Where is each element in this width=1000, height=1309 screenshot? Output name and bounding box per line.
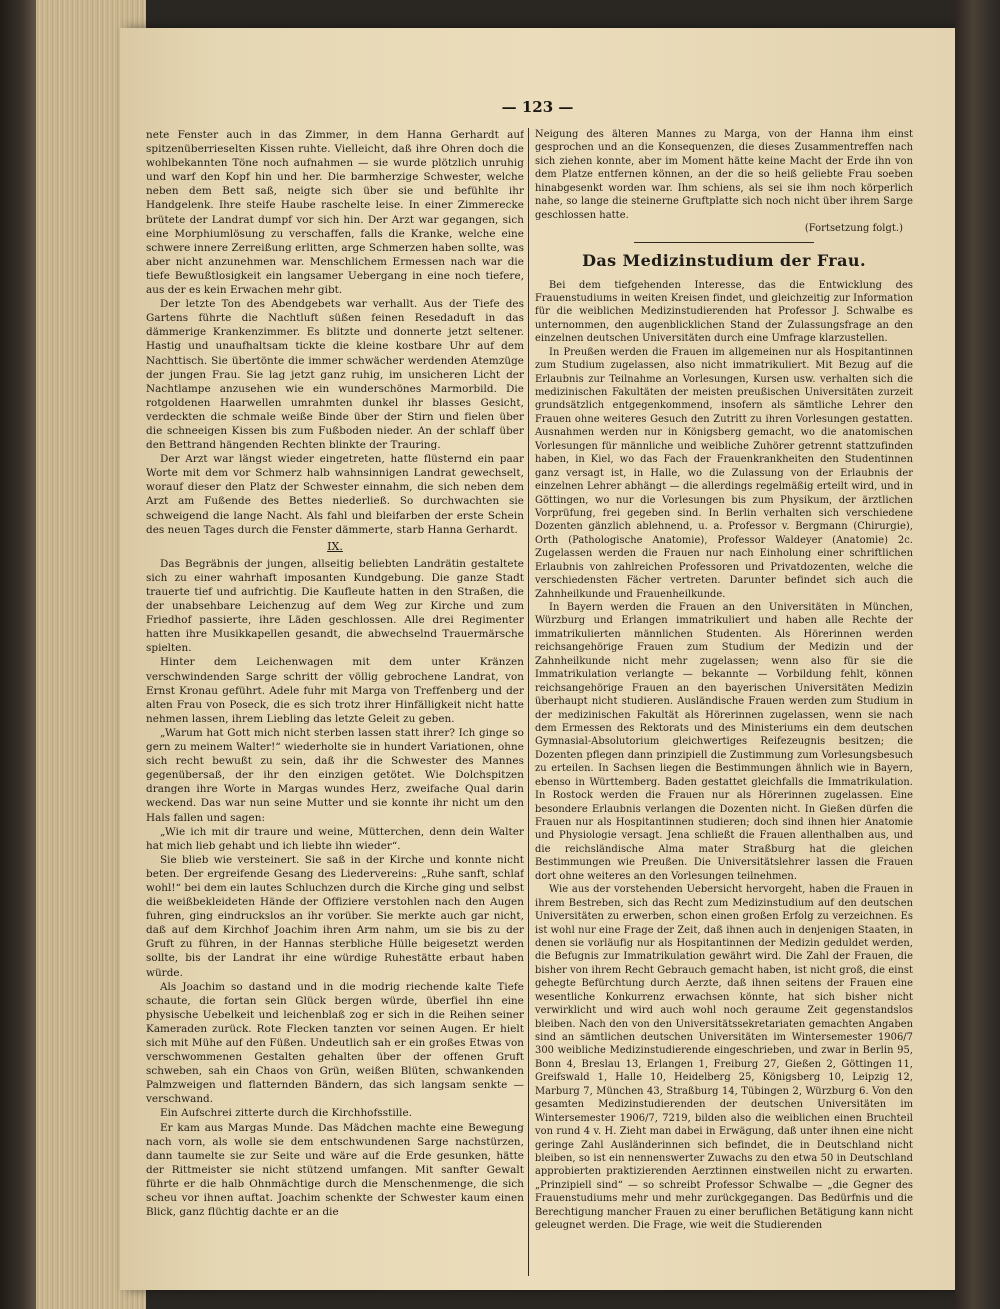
continuation-note: (Fortsetzung folgt.) [804, 223, 903, 235]
paragraph: Als Joachim so dastand und in die modrig riechende kalte Tiefe schaute, die fortan sein Glück bergen würde, überfiel ihn eine physische Uebelkeit und leichenblaß zog er sich in die Reihen seiner Kameraden zurück. Rote Flecken tanzten vor seinen Augen. Er hielt sich mit Mühe auf den Füßen. Undeutlich sah er ein großes Etwas von verschwommenen Gestalten gehalten über der offenen Gruft schweben, sah ein Chaos von Grün, weißen Blüten, schwankenden Palmzweigen und flatternden Bändern, das sich langsam senkte — verschwand. [146, 980, 524, 1106]
paragraph: nete Fenster auch in das Zimmer, in dem Hanna Gerhardt auf spitzenüberrieselten Kissen ruhte. Vielleicht, daß ihre Ohren doch die wohlbekannten Töne noch aufnahmen — sie wurde plötzlich unruhig und warf den Kopf hin und her. Die barmherzige Schwester, welche neben dem Bett saß, neigte sich über sie und befühlte ihr Handgelenk. Ihre steife Haube raschelte leise. In einer Zimmerecke brütete der Landrat dumpf vor sich hin. Der Arzt war gegangen, sich eine Morphiumlösung zu verschaffen, falls die Kranke, welche eine schwere innere Zerreißung erlitten, arge Schmerzen haben sollte, was aber nicht anzunehmen war. Menschlichem Ermessen nach war die tiefe Bewußtlosigkeit ein langsamer Uebergang in eine noch tiefere, aus der es kein Erwachen mehr gibt. [146, 129, 524, 297]
paragraph: Der letzte Ton des Abendgebets war verhallt. Aus der Tiefe des Gartens führte die Nachtluft süßen feinen Resedaduft in das dämmerige Krankenzimmer. Es blitzte und donnerte jetzt seltener. Hastig und unaufhaltsam tickte die kleine kostbare Uhr auf dem Nachttisch. Sie übertönte die immer schwächer werdenden Atemzüge der jungen Frau. Sie lag jetzt ganz ruhig, im unsicheren Licht der Nachtlampe anzusehen wie ein wunderschönes Marmorbild. Die rotgoldenen Haarwellen umrahmten dunkel ihr blasses Gesicht, verdeckten die schmale weiße Binde über der Stirn und fielen über die schneeigen Kissen bis zum Fußboden nieder. An der schlaff über den Bettrand hängenden Rechten blinkte der Trauring. [146, 298, 524, 452]
right-shadow-edge [955, 0, 1000, 1309]
book-page [120, 28, 955, 1290]
right-column [535, 128, 913, 1233]
paragraph: In Preußen werden die Frauen im allgemeinen nur als Hospitantinnen zum Studium zugelassen, also nicht immatrikuliert. Mit Bezug auf die Erlaubnis zur Teilnahme an Vorlesungen, Kursen usw. verhalten sich die medizinischen Fakultäten der meisten preußischen Universitäten zurzeit grundsätzlich entgegenkommend, insofern als sämtliche Lehrer den Frauen ohne weiteres Gesuch den Zutritt zu ihren Vorlesungen gestatten. Ausnahmen werden nur in Königsberg gemacht, wo die anatomischen Vorlesungen für männliche und weibliche Zuhörer getrennt stattzufinden haben, in Kiel, wo das Fach der Frauenkrankheiten den Studentinnen ganz versagt ist, in Halle, wo die Zulassung von der Erlaubnis der einzelnen Lehrer abhängt — die allerdings regelmäßig erteilt wird, und in Göttingen, wo nur die Vorlesungen bis zum Physikum, der ärztlichen Vorprüfung, frei gegeben sind. In Berlin verhalten sich verschiedene Dozenten gänzlich ablehnend, u. a. Professor v. Bergmann (Chirurgie), Orth (Pathologische Anatomie), Professor Waldeyer (Anatomie) 2c. Zugelassen werden die Frauen nur nach Einholung einer schriftlichen Erlaubnis von zahlreichen Professoren und Privatdozenten, welche die verschiedensten Fächer vertreten. Darunter befindet sich auch die Zahnheilkunde und Frauenheilkunde. [535, 346, 913, 600]
paragraph: Das Begräbnis der jungen, allseitig beliebten Landrätin gestaltete sich zu einer wahrhaft imposanten Kundgebung. Die ganze Stadt trauerte tief und aufrichtig. Die Kaufleute hatten in den Straßen, die der unabsehbare Leichenzug auf dem Weg zur Kirche und zum Friedhof passierte, ihre Läden geschlossen. Alle drei Regimenter hatten ihre Musikkapellen gesandt, die abwechselnd Trauermärsche spielten. [146, 557, 524, 655]
paragraph: Ein Aufschrei zitterte durch die Kirchhofsstille. [160, 1107, 413, 1120]
column-divider [528, 128, 529, 1276]
paragraph: Der Arzt war längst wieder eingetreten, hatte flüsternd ein paar Worte mit dem vor Schmerz halb wahnsinnigen Landrat gewechselt, worauf dieser den Platz der Schwester einnahm, die sich neben dem Arzt am Fußende des Bettes niederließ. So durchwachten sie schweigend die lange Nacht. Als fahl und bleifarben der erste Schein des neuen Tages durch die Fenster dämmerte, starb Hanna Gerhardt. [146, 453, 524, 536]
paragraph: Bei dem tiefgehenden Interesse, das die Entwicklung des Frauenstudiums in weiten Kreisen findet, und gleichzeitig zur Information für die weiblichen Medizinstudierenden hat Professor J. Schwalbe es unternommen, den augenblicklichen Stand der Zulassungsfrage an den einzelnen deutschen Universitäten durch eine Umfrage klarzustellen. [535, 279, 913, 345]
page-number: — 123 — [501, 98, 574, 116]
paragraph: Sie blieb wie versteinert. Sie saß in der Kirche und konnte nicht beten. Der ergreifende Gesang des Liedervereins: „Ruhe sanft, schlaf wohl!“ bei dem ein lautes Schluchzen durch die Kirche ging und selbst die weißbekleideten Hände der Offiziere verstohlen nach den Augen fuhren, ging eindruckslos an ihr vorüber. Sie merkte auch gar nicht, daß auf dem Kirchhof Joachim ihren Arm nahm, um sie bis zu der Gruft zu führen, in der Hannas sterbliche Hülle beigesetzt werden sollte, bis der Landrat ihr eine würdige Ruhestätte erbaut haben würde. [146, 853, 524, 979]
paragraph: „Wie ich mit dir traure und weine, Mütterchen, denn dein Walter hat mich lieb gehabt und ich liebte ihn wieder“. [146, 825, 524, 852]
article-title: Das Medizinstudium der Frau. [582, 250, 866, 270]
book-binding [0, 0, 40, 1309]
chapter-heading: IX. [327, 539, 343, 553]
paragraph: Neigung des älteren Mannes zu Marga, von der Hanna ihm einst gesprochen und an die Konsequenzen, die dieses Zusammentreffen nach sich ziehen konnte, aber im Moment hätte keine Macht der Erde ihn von dem Platze entfernen können, an der die so heiß geliebte Frau soeben hinabgesenkt worden war. Ihm schiens, als sei sie ihm noch körperlich nahe, so lange die steinerne Gruftplatte sich noch nicht über ihrem Sarge geschlossen hatte. [535, 129, 913, 221]
paragraph: In Bayern werden die Frauen an den Universitäten in München, Würzburg und Erlangen immatrikuliert und haben alle Rechte der immatrikulierten männlichen Studenten. Als Hörerinnen werden reichsangehörige Frauen zum Studium der Medizin und der Zahnheilkunde nicht mehr zugelassen; wenn also für sie die Immatrikulation verlangte — bekannte — Vorbildung fehlt, können reichsangehörige Frauen an den bayerischen Universitäten Medizin überhaupt nicht studieren. Ausländische Frauen werden zum Studium in der medizinischen Fakultät als Hörerinnen zugelassen, wenn sie nach dem Ermessen des Rektorats und des Ministeriums ein dem deutschen Gymnasial-Absolutorium gleichwertiges Reifezeugnis besitzen; die Dozenten pflegen dann prinzipiell die Zustimmung zum Vorlesungsbesuch zu erteilen. In Sachsen liegen die Bestimmungen ähnlich wie in Bayern, ebenso in Württemberg. Baden gestattet gleichfalls die Immatrikulation. In Rostock werden die Frauen nur als Hörerinnen zugelassen. Eine besondere Erlaubnis verlangen die Dozenten nicht. In Gießen dürfen die Frauen nur als Hospitantinnen studieren; doch sind ihnen hier Anatomie und Physiologie versagt. Jena schließt die Frauen allenthalben aus, und die reichsländische Alma mater Straßburg hat die gleichen Bestimmungen wie Preußen. Die Universitätslehrer lassen die Frauen dort ohne weiteres an den Vorlesungen teilnehmen. [535, 602, 913, 882]
paragraph: Er kam aus Margas Munde. Das Mädchen machte eine Bewegung nach vorn, als wolle sie dem entschwundenen Sarge nachstürzen, dann taumelte sie zur Seite und wäre auf die Erde gesunken, hätte der Rittmeister sie nicht stützend umfangen. Mit sanfter Gewalt führte er die halb Ohnmächtige durch die Menschenmenge, die sich scheu vor ihnen auftat. Joachim schenkte der Schwester kaum einen Blick, ganz flüchtig dachte er an die [146, 1121, 524, 1219]
left-column [146, 128, 524, 1219]
section-separator [634, 242, 814, 243]
paragraph: Hinter dem Leichenwagen mit dem unter Kränzen verschwindenden Sarge schritt der völlig gebrochene Landrat, von Ernst Kronau geführt. Adele fuhr mit Marga von Treffenberg und der alten Frau von Poseck, die es sich trotz ihrer Hinfälligkeit nicht hatte nehmen lassen, ihrem Liebling das letzte Geleit zu geben. [146, 656, 524, 725]
paragraph: „Warum hat Gott mich nicht sterben lassen statt ihrer? Ich ginge so gern zu meinem Walter!“ wiederholte sie in hundert Variationen, ohne sich recht bewußt zu sein, daß ihr die Schwester des Mannes gegenübersaß, der ihr den einzigen getötet. Wie Dolchspitzen drangen ihre Worte in Margas wundes Herz, zweifache Qual darin weckend. Das war nun seine Mutter und sie konnte ihr nicht um den Hals fallen und sagen: [146, 726, 524, 824]
paragraph: Wie aus der vorstehenden Uebersicht hervorgeht, haben die Frauen in ihrem Bestreben, sich das Recht zum Medizinstudium auf den deutschen Universitäten zu erwerben, schon einen großen Erfolg zu verzeichnen. Es ist wohl nur eine Frage der Zeit, daß ihnen auch in denjenigen Staaten, in denen sie vorläufig nur als Hospitantinnen der Medizin geduldet werden, die Befugnis zur Immatrikulation gewährt wird. Die Zahl der Frauen, die bisher von ihrem Recht Gebrauch gemacht haben, ist nicht groß, die einst gehegte Befürchtung durch Aerzte, daß ihnen seitens der Frauen eine wesentliche Konkurrenz erwachsen könnte, hat sich bisher nicht verwirklicht und wird auch wohl noch geraume Zeit gegenstandslos bleiben. Nach den von den Universitätssekretariaten gemachten Angaben sind an sämtlichen deutschen Universitäten im Wintersemester 1906/7 300 weibliche Medizinstudierende eingeschrieben, und zwar in Berlin 95, Bonn 4, Breslau 13, Erlangen 1, Freiburg 27, Gießen 2, Göttingen 11, Greifswald 1, Halle 10, Heidelberg 25, Königsberg 10, Leipzig 12, Marburg 7, München 43, Straßburg 14, Tübingen 2, Würzburg 6. Von den gesamten Medizinstudierenden der deutschen Universitäten im Wintersemester 1906/7, 7219, bilden also die weiblichen einen Bruchteil von rund 4 v. H. Zieht man dabei in Erwägung, daß unter ihnen eine nicht geringe Zahl Ausländerinnen sich befindet, die in Deutschland nicht bleiben, so ist ein nennenswerter Zuwachs zu den etwa 50 in Deutschland approbierten praktizierenden Aerztinnen einstweilen nicht zu erwarten. „Prinzipiell sind“ — so schreibt Professor Schwalbe — „die Gegner des Frauenstudiums mehr und mehr zurückgegangen. Das Bedürfnis und die Berechtigung mancher Frauen zu einer beruflichen Betätigung kann nicht geleugnet werden. Die Frage, wie weit die Studierenden [535, 884, 913, 1232]
